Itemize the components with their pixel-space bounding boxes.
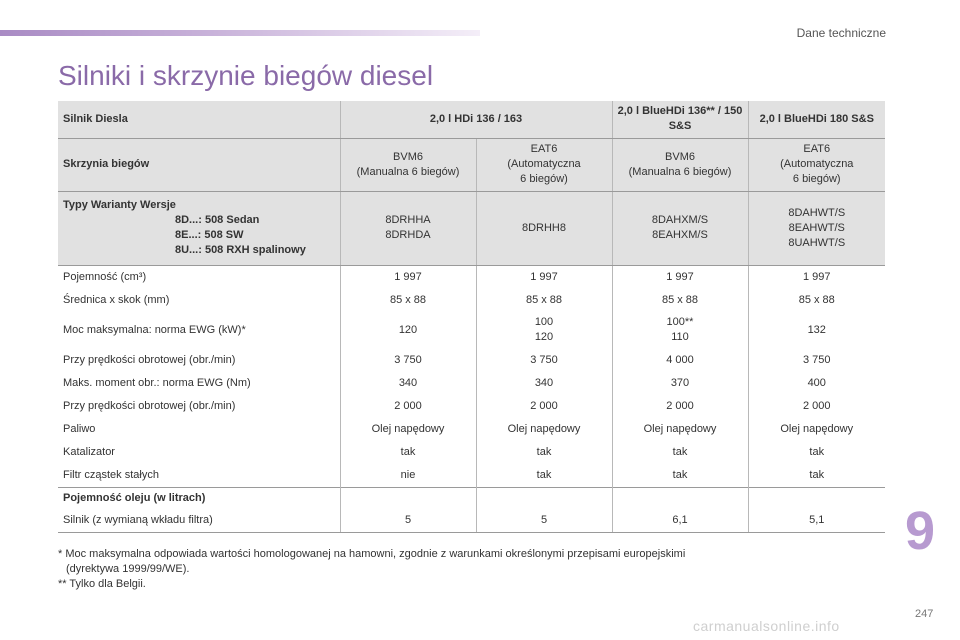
- types-3-line-1: 8DAHXM/S: [651, 214, 709, 226]
- footnotes: [58, 547, 685, 592]
- gearbox-2-line-1: EAT6: [530, 143, 558, 155]
- gearbox-col-2: [476, 138, 612, 191]
- gearbox-3-line-2: (Manualna 6 biegów): [628, 165, 732, 178]
- spec-data-rows: [58, 265, 885, 487]
- row-label: Filtr cząstek stałych: [63, 468, 159, 481]
- row-value: 3 750: [748, 349, 885, 372]
- footnote-1-cont: (dyrektywa 1999/99/WE).: [66, 563, 190, 575]
- row-value-line: 110: [671, 331, 689, 343]
- engine-label: Silnik Diesla: [58, 101, 340, 138]
- row-value: [612, 312, 748, 349]
- types-col-4: [748, 191, 885, 265]
- types-label: Typy Warianty Wersje: [63, 199, 176, 211]
- types-4-line-3: 8UAHWT/S: [788, 236, 846, 249]
- oil-value-4: 5,1: [748, 510, 885, 533]
- row-value: 2 000: [476, 395, 612, 418]
- table-row: [58, 510, 885, 533]
- row-value: Olej napędowy: [476, 418, 612, 441]
- page-title: Silniki i skrzynie biegów diesel: [58, 60, 434, 91]
- types-1-line-2: 8DRHDA: [385, 229, 431, 241]
- row-value: 370: [612, 372, 748, 395]
- row-value: 85 x 88: [748, 289, 885, 312]
- gearbox-1-line-2: (Manualna 6 biegów): [356, 165, 460, 178]
- row-value: 2 000: [340, 395, 476, 418]
- row-value-line: 100: [534, 316, 554, 328]
- engine-col-1: 2,0 l HDi 136 / 163: [340, 101, 612, 138]
- table-row: [58, 372, 885, 395]
- row-label: Katalizator: [63, 445, 115, 458]
- row-value: [476, 312, 612, 349]
- oil-value-1: 5: [340, 510, 476, 533]
- row-label: Maks. moment obr.: norma EWG (Nm): [63, 376, 251, 389]
- row-value: 400: [748, 372, 885, 395]
- row-label: Pojemność (cm³): [63, 270, 147, 283]
- gearbox-4-line-2: (Automatyczna: [780, 158, 854, 170]
- gearbox-2-line-2: (Automatyczna: [507, 158, 581, 170]
- row-value: Olej napędowy: [340, 418, 476, 441]
- types-col-1: [340, 191, 476, 265]
- oil-value-2: 5: [476, 510, 612, 533]
- footnote-2: ** Tylko dla Belgii.: [58, 578, 146, 590]
- row-value: nie: [340, 464, 476, 488]
- types-sub-2: 8E...: 508 SW: [175, 229, 244, 241]
- watermark: carmanualsonline.info: [693, 618, 840, 634]
- row-value: 4 000: [612, 349, 748, 372]
- row-label: Paliwo: [63, 422, 96, 435]
- row-value: 2 000: [748, 395, 885, 418]
- table-row: [58, 395, 885, 418]
- gearbox-col-4: [748, 138, 885, 191]
- types-sub-1: 8D...: 508 Sedan: [175, 214, 260, 226]
- gearbox-3-line-1: BVM6: [665, 150, 695, 163]
- row-value: tak: [748, 464, 885, 488]
- footnote-1: * Moc maksymalna odpowiada wartości homologowanej na hamowni, zgodnie z warunkami określonymi przepisami europejskimi: [58, 548, 686, 560]
- row-value: 1 997: [476, 265, 612, 289]
- row-value: 132: [748, 312, 885, 349]
- chapter-number: 9: [905, 501, 936, 561]
- page-number: 247: [915, 608, 934, 620]
- types-4-line-1: 8DAHWT/S: [788, 206, 846, 219]
- types-1-line-1: 8DRHHA: [385, 214, 431, 226]
- table-row: [58, 487, 885, 510]
- row-value: 1 997: [340, 265, 476, 289]
- engine-col-2: 2,0 l BlueHDi 136** / 150 S&S: [612, 101, 748, 138]
- section-title: Dane techniczne: [796, 26, 886, 40]
- types-sub-3: 8U...: 508 RXH spalinowy: [175, 244, 306, 256]
- row-value: Olej napędowy: [612, 418, 748, 441]
- types-4-line-2: 8EAHWT/S: [788, 221, 845, 234]
- row-value: tak: [612, 441, 748, 464]
- types-cell: [58, 191, 340, 265]
- oil-value-3: 6,1: [612, 510, 748, 533]
- row-value-line: 100**: [666, 316, 694, 328]
- types-col-2: [476, 191, 612, 265]
- table-row: [58, 312, 885, 349]
- row-label: Przy prędkości obrotowej (obr./min): [63, 399, 236, 412]
- gearbox-4-line-3: 6 biegów): [792, 173, 841, 185]
- oil-row-label: Silnik (z wymianą wkładu filtra): [58, 510, 340, 533]
- row-value: 3 750: [476, 349, 612, 372]
- row-value: tak: [748, 441, 885, 464]
- engine-col-3: 2,0 l BlueHDi 180 S&S: [748, 101, 885, 138]
- row-value: 1 997: [612, 265, 748, 289]
- table-row: [58, 441, 885, 464]
- row-value: 85 x 88: [340, 289, 476, 312]
- gearbox-col-1: [340, 138, 476, 191]
- row-value: tak: [340, 441, 476, 464]
- row-value: tak: [612, 464, 748, 488]
- gearbox-label: Skrzynia biegów: [58, 138, 340, 191]
- table-row: [58, 265, 885, 289]
- table-row: [58, 349, 885, 372]
- table-row: [58, 191, 885, 265]
- row-value: Olej napędowy: [748, 418, 885, 441]
- types-3-line-2: 8EAHXM/S: [652, 229, 708, 241]
- oil-empty-3: [612, 487, 748, 510]
- header-accent-bar: [0, 30, 480, 36]
- row-value-line: 120: [534, 331, 554, 343]
- row-value: 3 750: [340, 349, 476, 372]
- gearbox-1-line-1: BVM6: [393, 150, 423, 163]
- row-value: 2 000: [612, 395, 748, 418]
- table-row: [58, 101, 885, 138]
- row-value: 340: [476, 372, 612, 395]
- oil-empty-4: [748, 487, 885, 510]
- row-value: tak: [476, 441, 612, 464]
- table-row: [58, 418, 885, 441]
- types-2-line-1: 8DRHH8: [521, 221, 566, 234]
- oil-empty-2: [476, 487, 612, 510]
- row-value: 120: [340, 312, 476, 349]
- row-label: Średnica x skok (mm): [63, 293, 170, 306]
- row-value: 85 x 88: [612, 289, 748, 312]
- row-value: 85 x 88: [476, 289, 612, 312]
- table-row: [58, 289, 885, 312]
- gearbox-col-3: [612, 138, 748, 191]
- row-label: Moc maksymalna: norma EWG (kW)*: [63, 323, 246, 336]
- oil-label: Pojemność oleju (w litrach): [58, 487, 340, 510]
- gearbox-4-line-1: EAT6: [803, 143, 831, 155]
- gearbox-2-line-3: 6 biegów): [520, 173, 568, 185]
- row-value: 1 997: [748, 265, 885, 289]
- table-row: [58, 464, 885, 488]
- row-value: tak: [476, 464, 612, 488]
- row-value: 340: [340, 372, 476, 395]
- types-col-3: [612, 191, 748, 265]
- engine-spec-table: [58, 101, 885, 533]
- row-label: Przy prędkości obrotowej (obr./min): [63, 353, 236, 366]
- oil-empty-1: [340, 487, 476, 510]
- table-row: [58, 138, 885, 191]
